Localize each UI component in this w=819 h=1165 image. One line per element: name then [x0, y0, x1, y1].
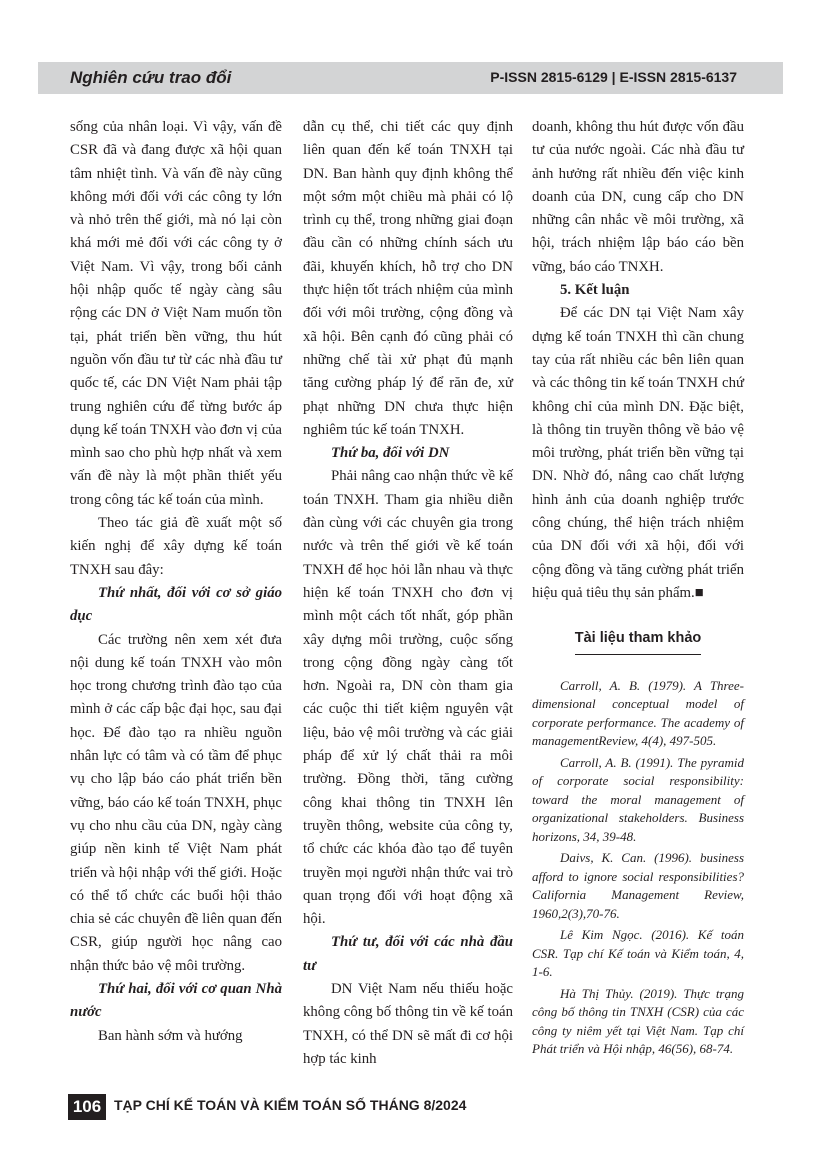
references-list	[532, 677, 744, 1059]
section-title: Nghiên cứu trao đổi	[70, 68, 232, 87]
paragraph: DN Việt Nam nếu thiếu hoặc không công bố thông tin về kế toán TNXH, có thể DN sẽ mất đi cơ hội hợp tác kinh	[303, 980, 513, 1067]
text-column-2	[303, 116, 513, 1071]
references-title: Tài liệu tham khảo	[575, 627, 702, 654]
paragraph: Theo tác giả đề xuất một số kiến nghị để xây dựng kế toán TNXH sau đây:	[70, 515, 282, 578]
paragraph: doanh, không thu hút được vốn đầu tư của nước ngoài. Các nhà đầu tư ảnh hưởng rất nhiều đến việc kinh doanh của DN, cung cấp cho DN những cân nhắc về môi trường, xã hội, trách nhiệm lập báo cáo bền vững, báo cáo TNXH.	[532, 119, 744, 275]
text-column-1	[70, 116, 282, 1048]
end-mark: ■	[694, 584, 704, 601]
text-column-3	[532, 116, 744, 1062]
paragraph: dẫn cụ thể, chi tiết các quy định liên quan đến kế toán TNXH tại DN. Ban hành quy định không thể một sớm một chiều mà phải có lộ trình cụ thể, trong những giai đoạn đầu cần có những chính sách ưu đãi, khuyến khích, hỗ trợ cho DN thực hiện tốt trách nhiệm của mình đối với môi trường, cộng đồng và xã hội. Bên cạnh đó cũng phải có những chế tài xử phạt đủ mạnh tăng cường pháp lý để răn đe, xử phạt những DN chưa thực hiện nghiêm túc kế toán TNXH.	[303, 119, 513, 438]
section-heading: Thứ nhất, đối với cơ sở giáo dục	[70, 584, 282, 625]
paragraph: Phải nâng cao nhận thức về kế toán TNXH. Tham gia nhiều diễn đàn cùng với các chuyên gia trong nước và trên thế giới về kế toán TNXH để học hỏi lẫn nhau và thực hiện kế toán TNXH cho đơn vị mình một cách tốt nhất, góp phần xây dựng môi trường, cuộc sống trong cộng đồng ngày càng tốt hơn. Ngoài ra, DN còn tham gia các cuộc thi tiết kiệm nguyên vật liệu, bảo vệ môi trường và các giải pháp để xử lý chất thải ra môi trường. Đồng thời, tăng cường công khai thông tin TNXH lên truyền thông, website của công ty, tổ chức các khóa đào tạo để tuyên truyền mọi người nhận thức vai trò quan trọng đối với hoạt động xã hội.	[303, 468, 513, 928]
page-number: 106	[68, 1094, 106, 1120]
paragraph: Để các DN tại Việt Nam xây dựng kế toán TNXH thì cần chung tay của rất nhiều các bên liên quan và các thông tin kế toán TNXH chứ không chỉ của mình DN. Đặc biệt, là thông tin truyền thông về bảo vệ môi trường, phát triển bền vững tại DN. Nhờ đó, nâng cao chất lượng hình ảnh của doanh nghiệp trước công chúng, thể hiện trách nhiệm của DN đối với xã hội, đối với cộng đồng và tăng cường phát triển hiệu quả tiêu thụ sản phẩm.■	[532, 305, 744, 601]
journal-title: TẠP CHÍ KẾ TOÁN VÀ KIỂM TOÁN SỐ THÁNG 8/2024	[114, 1097, 467, 1113]
section-heading: Thứ hai, đối với cơ quan Nhà nước	[70, 980, 282, 1021]
reference-item: Daivs, K. Can. (1996). business afford to ignore social responsibilities? California Management Review, 1960,2(3),70-76.	[532, 850, 744, 921]
reference-item: Carroll, A. B. (1979). A Three-dimensional conceptual model of corporate performance. The academy of managementReview, 4(4), 497-505.	[532, 677, 744, 749]
paragraph: sống của nhân loại. Vì vậy, vấn đề CSR đã và đang được xã hội quan tâm nhiệt tình. Và vấn đề này cũng không mới đối với các công ty lớn và nhỏ trên thế giới, mà nó lại còn khá mới mẻ đối với các công ty ở Việt Nam. Vì vậy, trong bối cảnh hội nhập quốc tế ngày càng sâu rộng các DN ở Việt Nam muốn tồn tại, phát triển bền vững, thu hút nguồn vốn đầu tư từ các nhà đầu tư quốc tế, các DN Việt Nam phải tập trung nghiên cứu để từng bước áp dụng kế toán TNXH vào đơn vị của mình sao cho phù hợp nhất và xem vấn đề này là một phần thiết yếu trong công tác kế toán của mình.	[70, 119, 282, 508]
reference-item: Lê Kim Ngọc. (2016). Kế toán CSR. Tạp chí Kế toán và Kiểm toán, 4, 1-6.	[532, 927, 744, 980]
reference-item: Hà Thị Thủy. (2019). Thực trạng công bố thông tin TNXH (CSR) của các công ty niêm yết tại Việt Nam. Tạp chí Phát triển và Hội nhập, 46(56), 68-74.	[532, 985, 744, 1057]
section-heading: Thứ tư, đối với các nhà đầu tư	[303, 934, 513, 974]
paragraph: Ban hành sớm và hướng	[98, 1027, 243, 1044]
issn-label: P-ISSN 2815-6129 | E-ISSN 2815-6137	[490, 69, 737, 85]
reference-item: Carroll, A. B. (1991). The pyramid of corporate social responsibility: toward the moral management of organizational stakeholders. Business horizons, 34, 39-48.	[532, 754, 744, 844]
section-heading: Thứ ba, đối với DN	[331, 445, 450, 462]
paragraph: Các trường nên xem xét đưa nội dung kế toán TNXH vào môn học trong chương trình đào tạo của mình ở các cấp bậc đại học, sau đại học. Để đào tạo ra nhiều nguồn nhân lực có tâm và có tầm để phục vụ cho lập báo cáo phát triển bền vững, báo cáo kế toán TNXH, phục vụ cho nhu cầu của DN, ngày càng giúp nền kinh tế Việt Nam phát triển và hội nhập với thế giới. Hoặc có thể tổ chức các buổi hội thảo chia sẻ các chuyên đề liên quan đến CSR, giúp người học nâng cao nhận thức bảo vệ môi trường.	[70, 631, 282, 974]
section-heading: 5. Kết luận	[560, 282, 630, 299]
